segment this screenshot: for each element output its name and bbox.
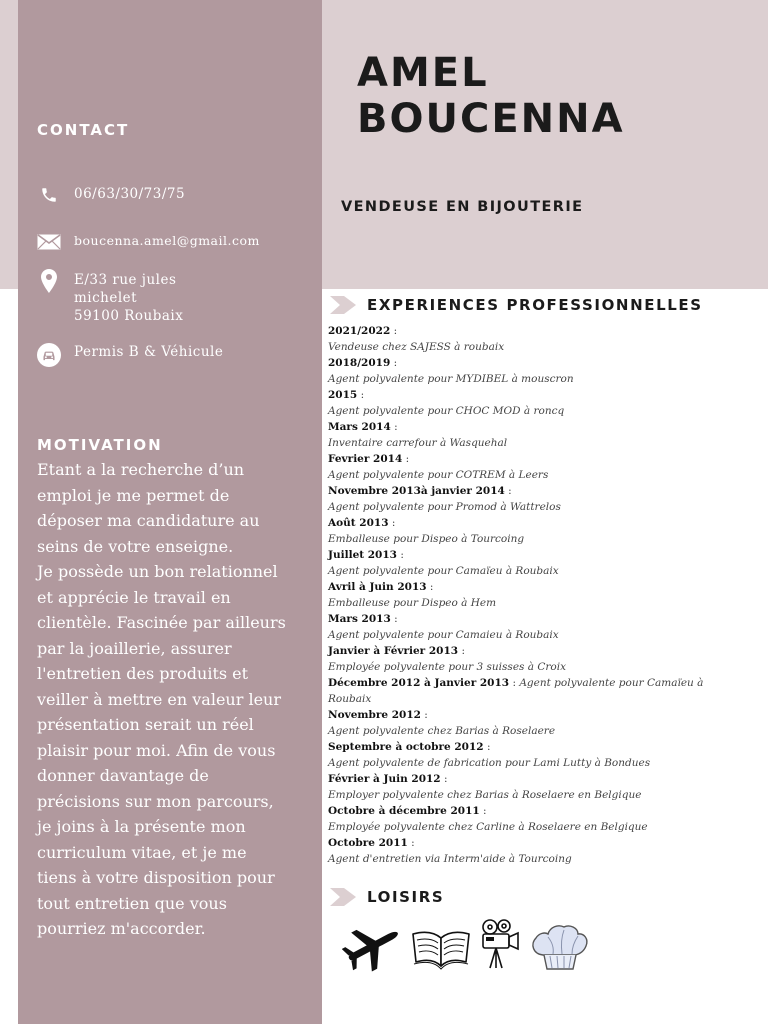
experience-period: Avril à Juin 2013: [328, 581, 427, 593]
experience-period: Janvier à Février 2013: [328, 645, 459, 657]
experience-description: Agent polyvalente pour Promod à Wattrelos: [328, 501, 561, 513]
experience-description: Vendeuse chez SAJESS à roubaix: [328, 341, 505, 353]
sidebar: [18, 0, 322, 1024]
experience-period: Septembre à octobre 2012: [328, 741, 484, 753]
experience-period-row: Janvier à Février 2013 :: [328, 645, 465, 657]
experience-heading: [330, 296, 703, 314]
experience-period-row: Avril à Juin 2013 :: [328, 581, 434, 593]
experience-item: Décembre 2012 à Janvier 2013 : Agent polyvalente pour Camaïeu à Roubaix: [328, 677, 704, 705]
chevron-arrow-icon: [330, 888, 356, 906]
film-camera-icon: [478, 918, 522, 972]
contact-title: CONTACT: [37, 121, 130, 139]
experience-description: Agent polyvalente pour Camaïeu à Roubaix: [328, 565, 559, 577]
mail-icon: [37, 232, 61, 252]
contact-phone: [37, 185, 185, 205]
driving-license: Permis B & Véhicule: [74, 344, 224, 360]
contact-address: [37, 271, 183, 325]
experience-description: Agent polyvalente pour MYDIBEL à mouscron: [328, 373, 574, 385]
experience-description: Emballeuse pour Dispeo à Tourcoing: [328, 533, 525, 545]
book-icon: [410, 924, 472, 972]
experience-description: Emballeuse pour Dispeo à Hem: [328, 597, 497, 609]
chef-hat-icon: [528, 922, 590, 972]
experience-period-row: Mars 2013 :: [328, 613, 398, 625]
experience-description: Employée polyvalente pour 3 suisses à Croix: [328, 661, 567, 673]
experience-period: 2018/2019: [328, 357, 391, 369]
experience-title: EXPERIENCES PROFESSIONNELLES: [367, 296, 703, 314]
experience-period: Mars 2014: [328, 421, 391, 433]
experience-description: Agent polyvalente pour Camaieu à Roubaix: [328, 629, 559, 641]
experience-description: Agent polyvalente pour COTREM à Leers: [328, 469, 549, 481]
experience-period-row: Fevrier 2014 :: [328, 453, 410, 465]
experience-period: Octobre 2011: [328, 837, 408, 849]
experience-period-row: Novembre 2012 :: [328, 709, 428, 721]
experience-description: Employée polyvalente chez Carline à Roselaere en Belgique: [328, 821, 648, 833]
experience-description: Inventaire carrefour à Wasquehal: [328, 437, 508, 449]
phone-icon: [37, 185, 61, 205]
experience-period: Octobre à décembre 2011: [328, 805, 480, 817]
experience-period-row: Octobre à décembre 2011 :: [328, 805, 487, 817]
experience-period: 2021/2022: [328, 325, 391, 337]
experience-period: Novembre 2013à janvier 2014: [328, 485, 505, 497]
hobbies-icons: [342, 918, 596, 972]
experience-period-row: Novembre 2013à janvier 2014 :: [328, 485, 512, 497]
address: E/33 rue jules michelet 59100 Roubaix: [74, 272, 184, 324]
job-title: VENDEUSE EN BIJOUTERIE: [341, 199, 584, 215]
location-pin-icon: [37, 271, 61, 291]
hobbies-heading: [330, 888, 444, 906]
experience-period-row: 2021/2022 :: [328, 325, 398, 337]
experience-period-row: Août 2013 :: [328, 517, 396, 529]
experience-period-row: Juillet 2013 :: [328, 549, 404, 561]
candidate-name: AMEL BOUCENNA: [357, 50, 625, 142]
motivation-text: Etant a la recherche d’un emploi je me permet de déposer ma candidature au seins de votre enseigne. Je possède un bon relationnel et apprécie le travail en clientèle. Fascinée par ailleurs par la joaillerie, assurer l'entretien des produits et veiller à mettre en valeur leur présentation serait un réel plaisir pour moi. Afin de vous donner davantage de précisions sur mon parcours, je joins à la présente mon curriculum vitae, et je me tiens à votre disposition pour tout entretien que vous pourriez m'accorder.: [37, 460, 286, 938]
experience-description: Agent d'entretien via Interm'aide à Tourcoing: [328, 853, 572, 865]
experience-description: Employer polyvalente chez Barias à Roselaere en Belgique: [328, 789, 642, 801]
chevron-arrow-icon: [330, 296, 356, 314]
experience-description: Agent polyvalente chez Barias à Roselaere: [328, 725, 556, 737]
experience-period: Juillet 2013: [328, 549, 397, 561]
experience-period-row: Septembre à octobre 2012 :: [328, 741, 491, 753]
experience-period: Novembre 2012: [328, 709, 421, 721]
experience-description: Agent polyvalente pour CHOC MOD à roncq: [328, 405, 565, 417]
airplane-icon: [342, 920, 404, 972]
experience-list: [328, 323, 720, 867]
email-address[interactable]: boucenna.amel@gmail.com: [74, 233, 260, 248]
experience-period: 2015: [328, 389, 358, 401]
experience-period: Février à Juin 2012: [328, 773, 441, 785]
experience-description: Agent polyvalente pour Camaïeu à Roubaix: [328, 677, 704, 705]
hobbies-title: LOISIRS: [367, 888, 445, 906]
experience-period: Fevrier 2014: [328, 453, 403, 465]
contact-email: [37, 232, 260, 252]
experience-period-row: 2015 :: [328, 389, 365, 401]
experience-description: Agent polyvalente de fabrication pour Lami Lutty à Bondues: [328, 757, 651, 769]
experience-period-row: Février à Juin 2012 :: [328, 773, 448, 785]
phone-number[interactable]: 06/63/30/73/75: [74, 186, 186, 202]
experience-period: Mars 2013: [328, 613, 391, 625]
experience-period-row: Octobre 2011 :: [328, 837, 415, 849]
car-icon: [37, 343, 61, 367]
experience-period-row: Mars 2014 :: [328, 421, 398, 433]
experience-period-row: 2018/2019 :: [328, 357, 398, 369]
experience-period: Décembre 2012 à Janvier 2013: [328, 677, 510, 689]
experience-period: Août 2013: [328, 517, 389, 529]
contact-license: [37, 343, 223, 367]
motivation-title: MOTIVATION: [37, 436, 163, 454]
